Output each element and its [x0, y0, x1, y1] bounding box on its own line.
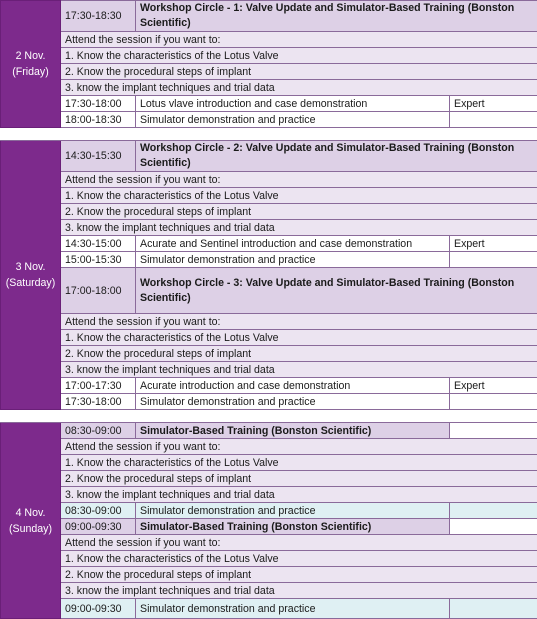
session-header-row: [1, 268, 537, 314]
intro-line: 1. Know the characteristics of the Lotus Valve: [61, 455, 537, 471]
intro-line: Attend the session if you want to:: [61, 439, 537, 455]
intro-row: [1, 551, 537, 567]
session-time: 09:00-09:30: [61, 519, 136, 535]
activity-desc: Acurate introduction and case demonstration: [136, 378, 450, 394]
intro-line: 2. Know the procedural steps of implant: [61, 346, 537, 362]
activity-row: [1, 503, 537, 519]
intro-line: 1. Know the characteristics of the Lotus Valve: [61, 188, 537, 204]
session-title: Simulator-Based Training (Bonston Scientific): [136, 423, 450, 439]
activity-row: [1, 252, 537, 268]
intro-row: [1, 535, 537, 551]
activity-desc: Simulator demonstration and practice: [136, 599, 450, 619]
intro-line: 3. know the implant techniques and trial data: [61, 583, 537, 599]
activity-time: 15:00-15:30: [61, 252, 136, 268]
intro-line: 3. know the implant techniques and trial data: [61, 487, 537, 503]
intro-line: 3. know the implant techniques and trial data: [61, 220, 537, 236]
separator-cell: [1, 128, 537, 141]
day-cell: [1, 1, 61, 128]
intro-line: Attend the session if you want to:: [61, 314, 537, 330]
session-header-row: [1, 519, 537, 535]
day-weekday: (Saturday): [6, 277, 55, 289]
intro-line: 1. Know the characteristics of the Lotus Valve: [61, 48, 537, 64]
activity-desc: Simulator demonstration and practice: [136, 252, 450, 268]
activity-row: [1, 599, 537, 619]
intro-line: 2. Know the procedural steps of implant: [61, 567, 537, 583]
intro-line: 2. Know the procedural steps of implant: [61, 471, 537, 487]
separator-cell: [1, 410, 537, 423]
day-date: 2 Nov.: [16, 50, 46, 62]
intro-row: [1, 346, 537, 362]
session-header-row: [1, 141, 537, 172]
intro-line: Attend the session if you want to:: [61, 32, 537, 48]
activity-desc: Simulator demonstration and practice: [136, 112, 450, 128]
intro-row: [1, 314, 537, 330]
session-header-row: [1, 1, 537, 32]
activity-role: [450, 599, 537, 619]
activity-time: 14:30-15:00: [61, 236, 136, 252]
intro-row: [1, 439, 537, 455]
intro-row: [1, 583, 537, 599]
day-weekday: (Friday): [12, 66, 49, 78]
session-time: 14:30-15:30: [61, 141, 136, 172]
session-title-spacer: [450, 519, 537, 535]
intro-row: [1, 455, 537, 471]
intro-line: 2. Know the procedural steps of implant: [61, 204, 537, 220]
intro-line: 3. know the implant techniques and trial data: [61, 80, 537, 96]
intro-line: 1. Know the characteristics of the Lotus Valve: [61, 551, 537, 567]
intro-row: [1, 48, 537, 64]
activity-time: 08:30-09:00: [61, 503, 136, 519]
intro-row: [1, 204, 537, 220]
activity-row: [1, 394, 537, 410]
activity-desc: Simulator demonstration and practice: [136, 503, 450, 519]
intro-row: [1, 330, 537, 346]
day-date: 3 Nov.: [16, 261, 46, 273]
day-weekday: (Sunday): [9, 523, 52, 535]
activity-role: [450, 112, 537, 128]
intro-line: Attend the session if you want to:: [61, 535, 537, 551]
day-cell: [1, 423, 61, 619]
activity-time: 18:00-18:30: [61, 112, 136, 128]
intro-row: [1, 220, 537, 236]
intro-row: [1, 172, 537, 188]
intro-row: [1, 188, 537, 204]
intro-line: Attend the session if you want to:: [61, 172, 537, 188]
activity-time: 17:30-18:00: [61, 394, 136, 410]
session-title-spacer: [450, 423, 537, 439]
activity-time: 17:30-18:00: [61, 96, 136, 112]
intro-row: [1, 487, 537, 503]
session-time: 17:30-18:30: [61, 1, 136, 32]
activity-row: [1, 96, 537, 112]
day-cell: [1, 141, 61, 410]
activity-desc: Acurate and Sentinel introduction and case demonstration: [136, 236, 450, 252]
day-separator: [1, 410, 537, 423]
session-time: 17:00-18:00: [61, 268, 136, 314]
activity-role: [450, 252, 537, 268]
activity-role: [450, 503, 537, 519]
session-title: Simulator-Based Training (Bonston Scientific): [136, 519, 450, 535]
intro-row: [1, 362, 537, 378]
session-time: 08:30-09:00: [61, 423, 136, 439]
activity-desc: Simulator demonstration and practice: [136, 394, 450, 410]
intro-line: 1. Know the characteristics of the Lotus Valve: [61, 330, 537, 346]
activity-row: [1, 112, 537, 128]
activity-row: [1, 236, 537, 252]
intro-row: [1, 32, 537, 48]
activity-desc: Lotus vlave introduction and case demonstration: [136, 96, 450, 112]
session-title: Workshop Circle - 3: Valve Update and Simulator-Based Training (Bonston Scientific): [136, 268, 537, 314]
activity-role: [450, 394, 537, 410]
session-title: Workshop Circle - 1: Valve Update and Simulator-Based Training (Bonston Scientific): [136, 1, 537, 32]
intro-line: 3. know the implant techniques and trial data: [61, 362, 537, 378]
activity-time: 09:00-09:30: [61, 599, 136, 619]
intro-line: 2. Know the procedural steps of implant: [61, 64, 537, 80]
activity-time: 17:00-17:30: [61, 378, 136, 394]
day-date: 4 Nov.: [16, 507, 46, 519]
activity-role: Expert: [450, 236, 537, 252]
session-title: Workshop Circle - 2: Valve Update and Simulator-Based Training (Bonston Scientific): [136, 141, 537, 172]
activity-role: Expert: [450, 378, 537, 394]
intro-row: [1, 64, 537, 80]
activity-row: [1, 378, 537, 394]
activity-role: Expert: [450, 96, 537, 112]
intro-row: [1, 80, 537, 96]
session-header-row: [1, 423, 537, 439]
intro-row: [1, 471, 537, 487]
day-separator: [1, 128, 537, 141]
intro-row: [1, 567, 537, 583]
